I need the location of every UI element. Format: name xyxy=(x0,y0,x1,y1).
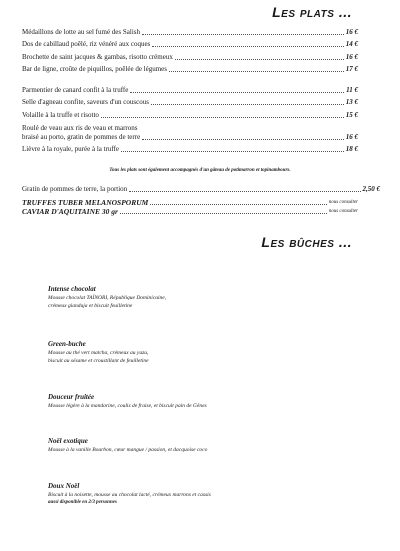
accompaniment-note: Tous les plats sont également accompagnés d'un gâteau de potimarron et topinambours. xyxy=(109,168,291,173)
plats-section-title: Les plats ... xyxy=(272,4,352,20)
buche-description: Mousse au thé vert matcha, crémeux au yuzu, biscuit au sésame et croustillant de feuilletine xyxy=(48,350,149,364)
buche-description: Mousse à la vanille Bourbon, cœur mangue / passion, et dacquoise coco xyxy=(48,447,208,453)
buche-item xyxy=(48,393,348,410)
menu-item xyxy=(22,62,358,75)
buche-name: Green-buche xyxy=(48,340,86,348)
menu-item-price: 18 € xyxy=(345,145,358,153)
specialty-item xyxy=(22,207,358,216)
dot-leader xyxy=(129,191,360,192)
specialty-name: CAVIAR D'AQUITAINE 30 gr xyxy=(22,207,118,216)
specialties-list xyxy=(22,198,358,216)
menu-item-name: Volaille à la truffe et risotto xyxy=(22,110,99,119)
buche-name: Intense chocolat xyxy=(48,285,96,293)
spacer xyxy=(22,74,358,82)
menu-item xyxy=(22,37,358,50)
specialty-name: TRUFFES TUBER MELANOSPORUM xyxy=(22,198,149,207)
buche-item xyxy=(48,340,348,365)
dot-leader xyxy=(150,204,326,205)
menu-item-name: Médaillons de lotte au sel fumé des Salish xyxy=(22,27,141,36)
dot-leader xyxy=(120,213,327,214)
dot-leader xyxy=(169,71,344,72)
dot-leader xyxy=(151,104,344,105)
dot-leader xyxy=(101,117,344,118)
buche-name: Noël exotique xyxy=(48,437,88,445)
buche-description: Mousse légère à la mandarine, coulis de fraise, et biscuit pain de Gênes xyxy=(48,403,207,409)
menu-item xyxy=(22,181,380,194)
menu-item xyxy=(22,142,358,155)
dot-leader xyxy=(175,59,344,60)
buches-section-title: Les bûches ... xyxy=(261,234,352,250)
menu-item xyxy=(22,49,358,62)
menu-item-price: 16 € xyxy=(345,132,358,141)
menu-item-name: Parmentier de canard confit à la truffe xyxy=(22,85,129,94)
menu-item-name: Lièvre à la royale, purée à la truffe xyxy=(22,145,120,153)
menu-item xyxy=(22,107,358,120)
buche-item xyxy=(48,285,348,310)
menu-item-name: Brochette de saint jacques & gambas, risotto crémeux xyxy=(22,52,173,61)
buche-note: aussi disponible en 2/3 personnes xyxy=(48,500,117,505)
menu-item-price: 13 € xyxy=(345,98,358,106)
menu-item xyxy=(22,24,358,37)
menu-item-price: 2,50 € xyxy=(362,184,380,193)
menu-item-name: Selle d'agneau confite, saveurs d'un couscous xyxy=(22,98,149,106)
menu-item xyxy=(22,95,358,108)
specialty-price: nous consulter xyxy=(328,200,358,205)
menu-item-price: 14 € xyxy=(345,40,358,48)
menu-item-price: 16 € xyxy=(345,52,358,61)
plats-list xyxy=(22,24,358,154)
menu-item-price: 15 € xyxy=(345,110,358,119)
buche-item xyxy=(48,437,348,454)
gratin-row xyxy=(22,181,380,194)
menu-item xyxy=(22,82,358,95)
menu-item-name: Bar de ligne, croûte de piquillos, poêlée de légumes xyxy=(22,65,168,73)
dot-leader xyxy=(142,34,344,35)
menu-item-name: Gratin de pommes de terre, la portion xyxy=(22,184,128,193)
menu-item-price: 16 € xyxy=(345,27,358,36)
buche-description: Mousse chocolat TAÏNORI, République Dominicaine, crémeux gianduja et biscuit feuilletine xyxy=(48,295,167,309)
specialty-item xyxy=(22,198,358,207)
menu-item-price: 11 € xyxy=(346,85,358,94)
buche-description: Biscuit à la noisette, mousse au chocolat lacté, crémeux marrons et cassis xyxy=(48,492,211,498)
dot-leader xyxy=(152,46,343,47)
menu-item-price: 17 € xyxy=(345,65,358,73)
dot-leader xyxy=(142,139,344,140)
buche-name: Douceur fruitée xyxy=(48,393,95,401)
menu-item xyxy=(22,120,358,142)
dot-leader xyxy=(121,151,344,152)
buche-name: Doux Noël xyxy=(48,482,80,490)
buche-item xyxy=(48,482,348,506)
menu-item-name: Dos de cabillaud poêlé, riz vénéré aux coques xyxy=(22,40,151,48)
specialty-price: nous consulter xyxy=(328,209,358,214)
menu-item-name: Roulé de veau aux ris de veau et marrons braisé au porto, gratin de pommes de terre xyxy=(22,123,141,141)
dot-leader xyxy=(130,92,344,93)
